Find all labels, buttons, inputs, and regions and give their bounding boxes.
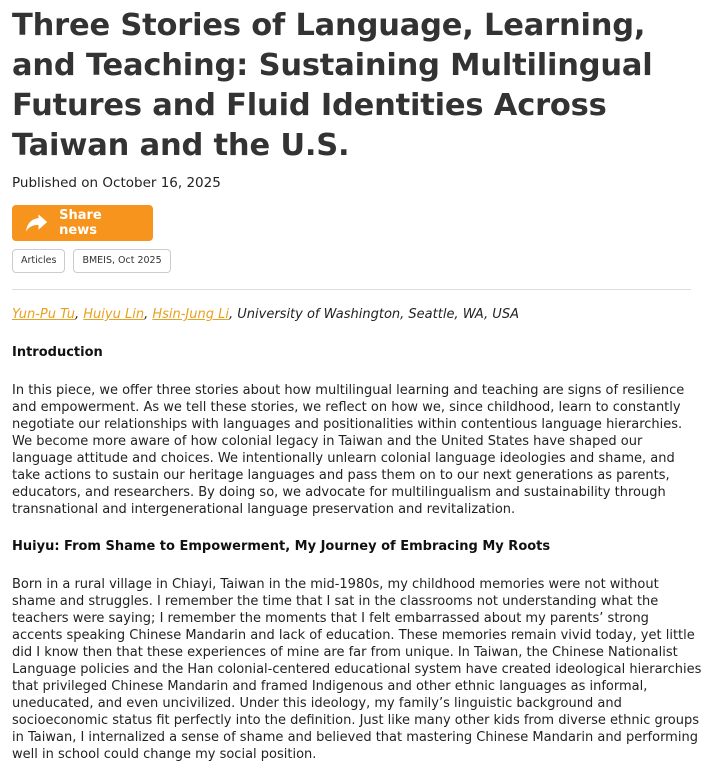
intro-heading: Introduction [12,345,103,360]
published-date: Published on October 16, 2025 [12,175,221,191]
bottom-fade [0,764,723,780]
divider [12,289,691,290]
share-news-label: Share news [59,208,102,238]
share-news-button[interactable] [12,205,153,241]
share-arrow-icon [25,212,48,234]
section-heading-huiyu: Huiyu: From Shame to Empowerment, My Journey of Embracing My Roots [12,539,551,554]
tag-list [12,249,711,273]
section-paragraph-huiyu: Born in a rural village in Chiayi, Taiwan in the mid-1980s, my childhood memories were not without shame and struggles. I remember the time that I sat in the classrooms not understanding what the teachers were saying; I remember the moments that I felt embarrassed about my parents’ strong accents speaking Chinese Mandarin and lack of education. These memories remain vivid today, yet little did I know then that these experiences of mine are far from unique. In Taiwan, the Chinese Nationalist Language policies and the Han colonial-centered educational system have created ideological hierarchies that privileged Chinese Mandarin and framed Indigenous and other ethnic languages as informal, uneducated, and even uncivilized. Under this ideology, my family’s linguistic background and socioeconomic status fit perfectly into the definition. Just like many other kids from diverse ethnic groups in Taiwan, I internalized a sense of shame and believed that mastering Chinese Mandarin and performing well in school could change my social position. [12,577,702,762]
author-link-hsin-jung-li[interactable]: Hsin-Jung Li [152,307,229,322]
tag-articles[interactable]: Articles [12,249,65,273]
author-line: Yun-Pu Tu, Huiyu Lin, Hsin-Jung Li, University of Washington, Seattle, WA, USA [12,307,519,322]
tag-bmeis[interactable]: BMEIS, Oct 2025 [73,249,170,273]
author-link-yun-pu-tu[interactable]: Yun-Pu Tu [12,307,76,322]
author-link-huiyu-lin[interactable]: Huiyu Lin [83,307,145,322]
article-title: Three Stories of Language, Learning, and Teaching: Sustaining Multilingual Futures and Fluid Identities Across Taiwan and the U.S. [12,8,653,163]
intro-paragraph: In this piece, we offer three stories about how multilingual learning and teaching are signs of resilience and empowerment. As we tell these stories, we reflect on how we, since childhood, learn to constantly negotiate our relationships with languages and positionalities within contentious language hierarchies. We become more aware of how colonial legacy in Taiwan and the United States have shaped our language attitude and choices. We intentionally unlearn colonial language ideologies and shame, and take actions to sustain our heritage languages and pass them on to our next generations as parents, educators, and researchers. By doing so, we advocate for multilingualism and sustainability through transnational and intergenerational language preservation and revitalization. [12,383,685,517]
author-affiliation: , University of Washington, Seattle, WA, USA [229,307,519,322]
